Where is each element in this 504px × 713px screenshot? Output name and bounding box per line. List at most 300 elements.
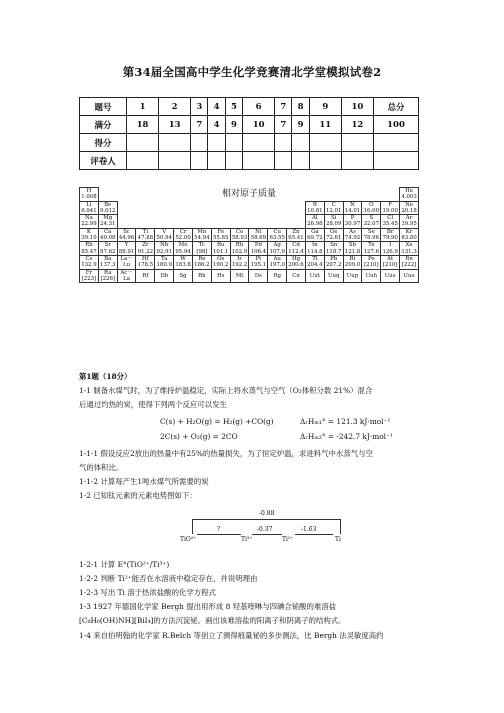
element-symbol: Fe bbox=[217, 228, 225, 235]
element-cell bbox=[324, 228, 343, 242]
species-ti3: Ti³⁺ bbox=[241, 536, 253, 543]
page-title: 第34届全国高中学生化学竞赛清北学堂模拟试卷2 bbox=[122, 65, 382, 79]
element-cell bbox=[98, 269, 117, 283]
element-mass: 197.0 bbox=[269, 262, 285, 269]
element-cell bbox=[117, 269, 136, 283]
element-symbol: Se bbox=[367, 228, 375, 235]
element-cell bbox=[80, 269, 99, 283]
element-symbol: Sg bbox=[179, 272, 187, 279]
element-cell bbox=[155, 269, 174, 283]
element-symbol: Fr bbox=[85, 269, 93, 276]
q1-3-line1: 1-3 1927 年德国化学家 Bergh 提出用形成 8 羟基喹啉与四碘合铋酸的难溶盐 bbox=[79, 602, 337, 611]
score-row-2 bbox=[80, 134, 419, 152]
question-number-cell: 6 bbox=[243, 98, 275, 116]
score-row-1 bbox=[80, 116, 419, 134]
full-score-cell: 10 bbox=[243, 116, 275, 134]
q1-1-text-line2: 后通过灼热的炭，使得下列两个反应可以发生 bbox=[79, 400, 227, 409]
q1-2-3: 1-2-3 写出 Ti 溶于热浓盐酸的化学方程式 bbox=[79, 588, 216, 597]
element-cell bbox=[324, 215, 343, 229]
element-mass: 209.0 bbox=[344, 262, 361, 269]
element-symbol: Ar bbox=[405, 215, 413, 222]
element-mass: 112.4 bbox=[288, 248, 304, 255]
empty-score-cell bbox=[243, 152, 275, 170]
element-symbol: H bbox=[86, 188, 92, 194]
element-symbol: K bbox=[86, 228, 91, 235]
element-symbol: O bbox=[369, 201, 374, 208]
element-symbol: Si bbox=[330, 215, 337, 222]
empty-score-cell bbox=[208, 152, 225, 170]
q1-4: 1-4 来自伯明翰的化学家 R.Belch 等创立了测得痕量铋的多步测法，比 Bergh 法灵敏度高约 bbox=[79, 631, 384, 640]
element-cell bbox=[249, 242, 268, 256]
element-cell bbox=[98, 201, 117, 215]
element-symbol: Ac－ bbox=[120, 269, 133, 276]
species-ti: Ti bbox=[335, 536, 341, 543]
element-symbol: Rg bbox=[273, 272, 281, 279]
element-mass: Lu bbox=[123, 262, 131, 269]
element-symbol: Pt bbox=[255, 255, 262, 262]
element-mass: 183.8 bbox=[175, 262, 191, 269]
element-mass: 74.92 bbox=[344, 235, 361, 242]
element-cell bbox=[268, 242, 287, 256]
element-cell bbox=[136, 228, 155, 242]
element-symbol: Al bbox=[312, 215, 318, 222]
element-mass: 200.6 bbox=[288, 262, 304, 269]
element-mass: [210] bbox=[364, 262, 379, 269]
element-mass: 102.9 bbox=[231, 248, 248, 255]
element-mass: 54.94 bbox=[194, 235, 210, 242]
element-cell bbox=[249, 255, 268, 269]
element-cell bbox=[362, 255, 381, 269]
element-mass: 9.012 bbox=[100, 207, 116, 214]
element-cell bbox=[174, 242, 193, 256]
element-cell bbox=[136, 242, 155, 256]
element-mass: 118.7 bbox=[325, 248, 342, 255]
element-symbol: Bi bbox=[349, 255, 356, 262]
element-cell bbox=[324, 201, 343, 215]
element-mass: 131.3 bbox=[401, 248, 417, 255]
element-symbol: C bbox=[331, 201, 336, 208]
element-symbol: Uus bbox=[384, 272, 396, 279]
element-cell bbox=[324, 255, 343, 269]
element-symbol: Os bbox=[217, 255, 225, 262]
element-mass: 65.41 bbox=[288, 235, 304, 242]
element-cell bbox=[192, 269, 211, 283]
element-cell bbox=[381, 201, 400, 215]
element-symbol: At bbox=[387, 255, 394, 262]
question-number-cell: 3 bbox=[191, 98, 208, 116]
element-cell bbox=[268, 228, 287, 242]
element-cell bbox=[98, 255, 117, 269]
periodic-gap bbox=[117, 215, 305, 229]
element-cell bbox=[362, 228, 381, 242]
element-mass: 186.2 bbox=[194, 262, 210, 269]
element-mass: 207.2 bbox=[325, 262, 342, 269]
element-cell bbox=[381, 269, 400, 283]
element-symbol: Ni bbox=[255, 228, 262, 235]
element-symbol: Rn bbox=[405, 255, 413, 262]
element-symbol: Sr bbox=[104, 242, 111, 249]
element-cell bbox=[174, 269, 193, 283]
periodic-row bbox=[80, 215, 419, 229]
element-cell bbox=[211, 255, 230, 269]
element-mass: [98] bbox=[196, 248, 208, 255]
element-symbol: W bbox=[180, 255, 186, 262]
full-score-cell: 9 bbox=[292, 116, 309, 134]
q1-1-2: 1-1-2 计算每产生1吨水煤气所需要的炭 bbox=[79, 477, 209, 486]
element-cell bbox=[400, 242, 419, 256]
periodic-row bbox=[80, 201, 419, 215]
element-mass: 32.07 bbox=[363, 221, 380, 228]
total-cell: 100 bbox=[374, 116, 419, 134]
element-mass: 192.2 bbox=[231, 262, 248, 269]
full-score-cell: 13 bbox=[159, 116, 191, 134]
element-mass: 28.09 bbox=[325, 221, 342, 228]
element-cell bbox=[249, 269, 268, 283]
element-symbol: S bbox=[369, 215, 374, 222]
element-symbol: Au bbox=[273, 255, 281, 262]
total-cell bbox=[374, 134, 419, 152]
score-row-label: 题号 bbox=[80, 98, 127, 116]
question-number-cell: 4 bbox=[208, 98, 225, 116]
question-number-cell: 10 bbox=[341, 98, 373, 116]
element-cell bbox=[400, 201, 419, 215]
question-1-heading: 第1题（18分） bbox=[79, 372, 132, 381]
element-cell bbox=[362, 201, 381, 215]
element-cell bbox=[268, 269, 287, 283]
periodic-row bbox=[80, 242, 419, 256]
periodic-row bbox=[80, 228, 419, 242]
element-cell bbox=[400, 215, 419, 229]
element-symbol: Ir bbox=[237, 255, 242, 262]
question-number-cell: 8 bbox=[292, 98, 309, 116]
element-mass: 6.941 bbox=[81, 207, 97, 214]
element-mass: 121.8 bbox=[344, 248, 361, 255]
element-symbol: Y bbox=[124, 242, 129, 249]
element-cell bbox=[381, 255, 400, 269]
element-mass: [226] bbox=[100, 275, 115, 282]
element-cell bbox=[400, 269, 419, 283]
element-symbol: Ag bbox=[273, 242, 281, 249]
element-cell bbox=[211, 242, 230, 256]
element-symbol: Rf bbox=[142, 272, 149, 279]
element-cell bbox=[305, 228, 324, 242]
element-symbol: Cs bbox=[85, 255, 93, 262]
element-symbol: Ga bbox=[311, 228, 319, 235]
element-mass: 47.88 bbox=[137, 235, 154, 242]
element-cell bbox=[230, 242, 249, 256]
score-table bbox=[79, 97, 419, 170]
element-symbol: As bbox=[349, 228, 356, 235]
element-symbol: Uup bbox=[346, 272, 359, 279]
element-mass: 39.95 bbox=[401, 221, 417, 228]
q1-2: 1-2 已知钛元素的元素电势图如下： bbox=[79, 491, 197, 500]
element-cell bbox=[343, 215, 362, 229]
element-mass: 26.98 bbox=[307, 221, 323, 228]
empty-score-cell bbox=[127, 152, 159, 170]
titanium-potential-diagram bbox=[180, 510, 350, 550]
element-mass: 4.003 bbox=[401, 194, 417, 201]
element-symbol: Te bbox=[368, 242, 375, 249]
score-row-label: 满分 bbox=[80, 116, 127, 134]
element-symbol: Na bbox=[84, 215, 93, 222]
potential-value-3: -1.63 bbox=[301, 526, 317, 533]
element-mass: 35.45 bbox=[382, 221, 398, 228]
element-cell bbox=[80, 215, 99, 229]
element-cell bbox=[80, 201, 99, 215]
empty-score-cell bbox=[127, 134, 159, 152]
element-symbol: Mo bbox=[178, 242, 188, 249]
element-mass: 178.5 bbox=[137, 262, 154, 269]
element-symbol: Hs bbox=[216, 272, 225, 279]
element-cell bbox=[305, 242, 324, 256]
element-mass: [223] bbox=[81, 275, 97, 282]
element-mass: 204.4 bbox=[307, 262, 323, 269]
element-mass: 83.80 bbox=[401, 235, 417, 242]
element-symbol: Uuh bbox=[365, 272, 378, 279]
score-row-0 bbox=[80, 98, 419, 116]
element-cell bbox=[98, 228, 117, 242]
periodic-row bbox=[80, 255, 419, 269]
element-symbol: Nb bbox=[160, 242, 169, 249]
element-mass: 20.18 bbox=[401, 207, 417, 214]
q1-3-line2: [C₉H₆(OH)NH][BiI₄]的方法沉淀铋。画出该难溶盐的阳离子和阴离子的结构式。 bbox=[79, 616, 346, 625]
element-symbol: Cr bbox=[179, 228, 187, 235]
species-tio2: TiO²⁺ bbox=[180, 536, 197, 543]
element-mass: 79.90 bbox=[382, 235, 398, 242]
element-symbol: Uuq bbox=[327, 272, 340, 279]
element-mass: 107.9 bbox=[269, 248, 285, 255]
element-cell bbox=[117, 242, 136, 256]
full-score-cell: 7 bbox=[275, 116, 292, 134]
element-mass: 14.01 bbox=[344, 207, 361, 214]
element-symbol: Re bbox=[198, 255, 206, 262]
element-symbol: Uuo bbox=[403, 272, 415, 279]
empty-score-cell bbox=[191, 152, 208, 170]
q1-2-1: 1-2-1 计算 E°(TiO²⁺/Ti³⁺) bbox=[79, 560, 170, 569]
potential-line-3 bbox=[295, 534, 333, 535]
element-cell bbox=[80, 242, 99, 256]
full-score-cell: 9 bbox=[225, 116, 242, 134]
element-symbol: Ne bbox=[405, 201, 413, 208]
element-mass: 101.1 bbox=[212, 248, 229, 255]
q1-1-1-line2: 气的体积比。 bbox=[79, 463, 124, 472]
element-symbol: Br bbox=[386, 228, 394, 235]
q1-1-text-line1: 1-1 制备水煤气时，为了维持炉温稳定，实际上将水蒸气与空气（O₂体积分数 21%）混合 bbox=[79, 386, 373, 395]
element-symbol: Be bbox=[104, 201, 112, 208]
element-mass: 106.4 bbox=[250, 248, 267, 255]
element-symbol: Bh bbox=[198, 272, 206, 279]
element-symbol: Po bbox=[368, 255, 375, 262]
empty-score-cell bbox=[292, 152, 309, 170]
element-mass: 88.91 bbox=[118, 248, 135, 255]
element-symbol: Zr bbox=[142, 242, 149, 249]
empty-score-cell bbox=[225, 152, 242, 170]
element-symbol: N bbox=[350, 201, 355, 208]
periodic-gap bbox=[117, 201, 305, 215]
element-cell bbox=[305, 269, 324, 283]
element-symbol: Kr bbox=[405, 228, 413, 235]
element-mass: 180.9 bbox=[156, 262, 172, 269]
empty-score-cell bbox=[275, 152, 292, 170]
element-cell bbox=[287, 255, 306, 269]
element-symbol: Mn bbox=[197, 228, 207, 235]
element-mass: 52.00 bbox=[175, 235, 191, 242]
empty-score-cell bbox=[243, 134, 275, 152]
element-cell bbox=[287, 242, 306, 256]
question-number-cell: 7 bbox=[275, 98, 292, 116]
element-symbol: Uut bbox=[309, 272, 320, 279]
empty-score-cell bbox=[208, 134, 225, 152]
element-mass: 30.97 bbox=[344, 221, 361, 228]
element-cell bbox=[192, 228, 211, 242]
element-symbol: He bbox=[405, 188, 413, 194]
empty-score-cell bbox=[292, 134, 309, 152]
element-cell bbox=[343, 228, 362, 242]
element-mass: 87.62 bbox=[100, 248, 116, 255]
element-symbol: Ru bbox=[216, 242, 225, 249]
total-cell bbox=[374, 152, 419, 170]
empty-score-cell bbox=[275, 134, 292, 152]
empty-score-cell bbox=[159, 152, 191, 170]
element-symbol: Cn bbox=[292, 272, 300, 279]
element-mass: 91.22 bbox=[137, 248, 154, 255]
element-cell bbox=[155, 228, 174, 242]
element-mass: 195.1 bbox=[250, 262, 267, 269]
element-cell bbox=[174, 255, 193, 269]
element-cell bbox=[343, 242, 362, 256]
element-cell bbox=[362, 215, 381, 229]
element-mass: 16.00 bbox=[363, 207, 380, 214]
element-symbol: F bbox=[388, 201, 393, 208]
element-symbol: Zn bbox=[292, 228, 300, 235]
element-cell bbox=[192, 242, 211, 256]
potential-right-tick bbox=[340, 519, 341, 534]
element-mass: 50.94 bbox=[156, 235, 172, 242]
element-symbol: Hg bbox=[291, 255, 301, 262]
potential-line-2 bbox=[252, 534, 282, 535]
question-number-cell: 1 bbox=[127, 98, 159, 116]
element-symbol: Cu bbox=[273, 228, 281, 235]
element-mass: 85.47 bbox=[81, 248, 97, 255]
element-mass: [222] bbox=[401, 262, 417, 269]
element-symbol: In bbox=[312, 242, 318, 249]
element-symbol: Tl bbox=[312, 255, 318, 262]
element-symbol: Xe bbox=[405, 242, 413, 249]
element-mass: 58.93 bbox=[231, 235, 248, 242]
element-mass: 127.6 bbox=[363, 248, 380, 255]
element-mass: 40.08 bbox=[100, 235, 116, 242]
element-symbol: Ds bbox=[254, 272, 262, 279]
element-symbol: Cd bbox=[292, 242, 300, 249]
element-symbol: V bbox=[162, 228, 167, 235]
element-symbol: Ge bbox=[329, 228, 338, 235]
element-mass: 72.61 bbox=[325, 235, 342, 242]
element-mass: 22.99 bbox=[81, 221, 97, 228]
score-row-label: 得分 bbox=[80, 134, 127, 152]
potential-line-1 bbox=[197, 534, 241, 535]
element-cell bbox=[117, 255, 136, 269]
element-symbol: Tc bbox=[198, 242, 205, 249]
equation-2-enthalpy: ΔᵣHₘ₂° = -242.7 kJ·mol⁻¹ bbox=[300, 432, 393, 441]
element-symbol: Sn bbox=[330, 242, 338, 249]
element-cell bbox=[305, 215, 324, 229]
element-cell bbox=[268, 255, 287, 269]
question-number-cell: 9 bbox=[309, 98, 341, 116]
element-cell bbox=[305, 201, 324, 215]
element-symbol: Ta bbox=[161, 255, 168, 262]
element-cell bbox=[362, 269, 381, 283]
element-cell bbox=[211, 228, 230, 242]
element-mass: 92.91 bbox=[156, 248, 172, 255]
empty-score-cell bbox=[309, 134, 341, 152]
element-cell bbox=[400, 255, 419, 269]
element-mass: 78.96 bbox=[363, 235, 380, 242]
element-cell bbox=[80, 255, 99, 269]
element-cell bbox=[136, 255, 155, 269]
element-symbol: Pd bbox=[254, 242, 262, 249]
element-cell bbox=[287, 269, 306, 283]
element-mass: 69.72 bbox=[307, 235, 323, 242]
element-cell bbox=[136, 269, 155, 283]
element-mass: 12.01 bbox=[325, 207, 342, 214]
element-cell bbox=[381, 242, 400, 256]
element-mass: 44.96 bbox=[118, 235, 135, 242]
species-ti2: Ti²⁺ bbox=[282, 536, 294, 543]
element-symbol: Ba bbox=[104, 255, 112, 262]
element-cell bbox=[324, 242, 343, 256]
periodic-row bbox=[80, 269, 419, 283]
element-symbol: Mg bbox=[103, 215, 113, 222]
equation-2: 2C(s) + O₂(g) = 2CO bbox=[160, 432, 238, 441]
element-mass: [210] bbox=[382, 262, 398, 269]
element-cell bbox=[155, 255, 174, 269]
element-cell bbox=[155, 242, 174, 256]
element-cell bbox=[211, 269, 230, 283]
element-symbol: Sb bbox=[348, 242, 357, 249]
element-cell bbox=[362, 242, 381, 256]
element-mass: 137.3 bbox=[100, 262, 116, 269]
element-cell bbox=[287, 228, 306, 242]
element-cell bbox=[230, 228, 249, 242]
full-score-cell: 12 bbox=[341, 116, 373, 134]
element-mass: 10.81 bbox=[307, 207, 323, 214]
element-symbol: Rh bbox=[235, 242, 244, 249]
element-mass: 126.9 bbox=[382, 248, 398, 255]
full-score-cell: 18 bbox=[127, 116, 159, 134]
equation-1: C(s) + H₂O(g) = H₂(g) +CO(g) bbox=[160, 417, 274, 426]
equation-1-enthalpy: ΔᵣHₘ₁° = 121.3 kJ·mol⁻¹ bbox=[300, 417, 391, 426]
total-cell: 总分 bbox=[374, 98, 419, 116]
element-mass: 24.31 bbox=[100, 221, 116, 228]
q1-1-1-line1: 1-1-1 假设反应2放出的热量中有25%的热量损失，为了恒定炉温，求进料气中水蒸气与空 bbox=[79, 449, 373, 458]
potential-value-1: ? bbox=[217, 526, 221, 533]
element-mass: 39.10 bbox=[81, 235, 97, 242]
element-cell bbox=[230, 255, 249, 269]
periodic-table bbox=[79, 187, 419, 283]
full-score-cell: 11 bbox=[309, 116, 341, 134]
element-mass: 114.8 bbox=[307, 248, 323, 255]
element-mass: 19.00 bbox=[382, 207, 398, 214]
element-cell bbox=[80, 188, 99, 202]
element-symbol: P bbox=[350, 215, 355, 222]
element-cell bbox=[80, 228, 99, 242]
element-mass: 1.008 bbox=[81, 194, 97, 201]
element-cell bbox=[381, 228, 400, 242]
element-cell bbox=[343, 255, 362, 269]
question-number-cell: 2 bbox=[159, 98, 191, 116]
element-cell bbox=[192, 255, 211, 269]
element-symbol: Mt bbox=[235, 272, 244, 279]
